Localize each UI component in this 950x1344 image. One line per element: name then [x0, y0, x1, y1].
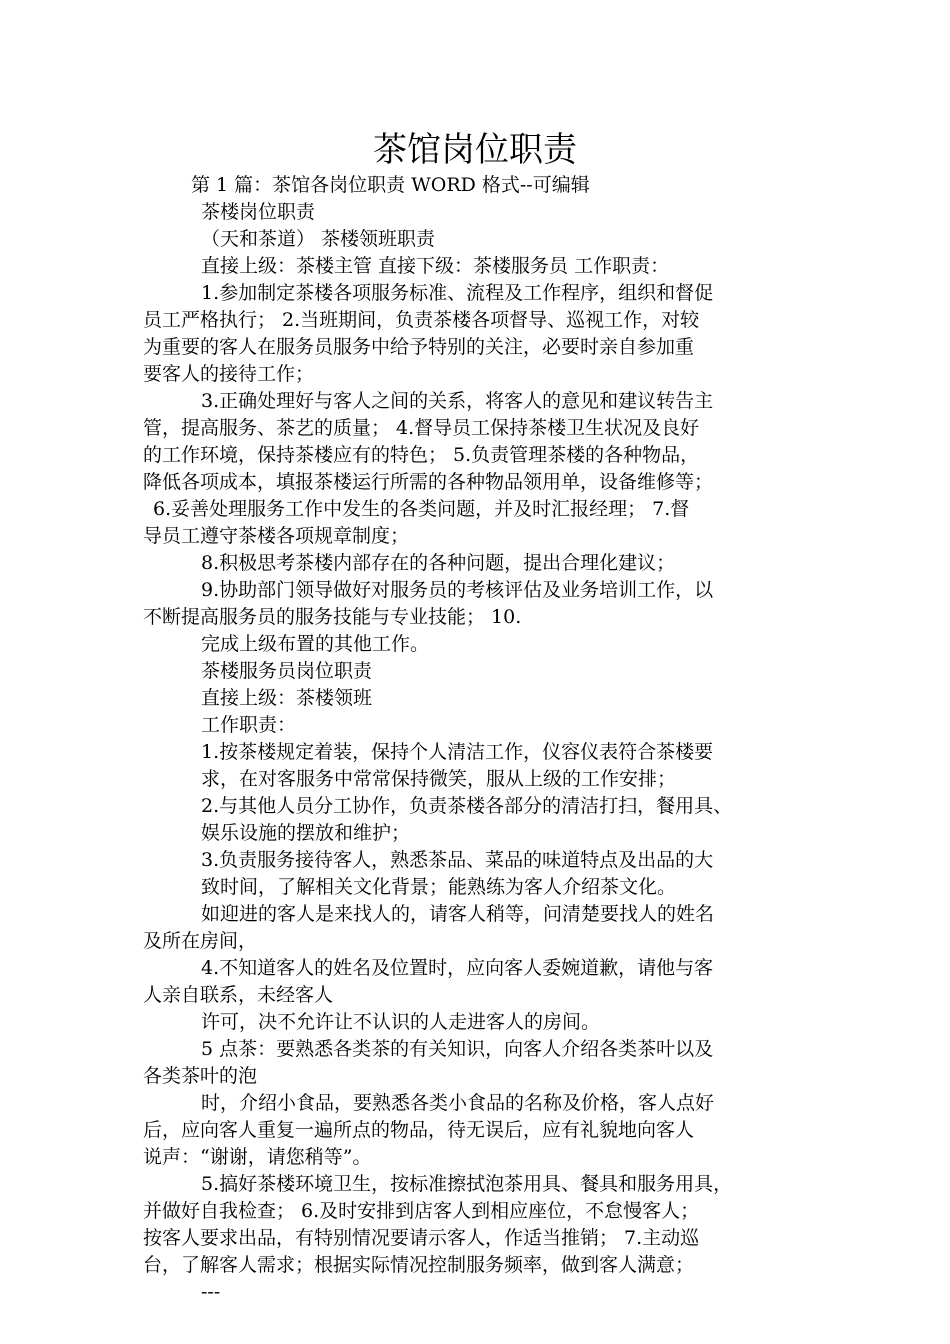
text-line: 为重要的客人在服务员服务中给予特别的关注，必要时亲自参加重: [143, 336, 695, 358]
text-line: 3.负责服务接待客人，熟悉茶品、菜品的味道特点及出品的大: [201, 849, 714, 871]
text-line: 5.搞好茶楼环境卫生，按标准擦拭泡茶用具、餐具和服务用具，: [201, 1173, 733, 1195]
text-line: 求，在对客服务中常常保持微笑，服从上级的工作安排；: [201, 768, 677, 790]
text-line: 致时间，了解相关文化背景；能熟练为客人介绍茶文化。: [201, 876, 677, 898]
text-line: 时，介绍小食品，要熟悉各类小食品的名称及价格，客人点好: [201, 1092, 715, 1114]
text-line: 茶楼岗位职责: [201, 201, 316, 223]
text-line: 9.协助部门领导做好对服务员的考核评估及业务培训工作，以: [201, 579, 714, 601]
text-line: 要客人的接待工作；: [143, 363, 315, 385]
text-line: 许可，决不允许让不认识的人走进客人的房间。: [201, 1011, 601, 1033]
text-line: 直接上级：茶楼领班: [201, 687, 373, 709]
text-line: 说声：“谢谢，请您稍等”。: [143, 1146, 372, 1168]
document-body: [143, 172, 823, 1306]
text-line: 完成上级布置的其他工作。: [201, 633, 430, 655]
text-line: 1.按茶楼规定着装，保持个人清洁工作，仪容仪表符合茶楼要: [201, 741, 714, 763]
text-line: 人亲自联系，未经客人: [143, 984, 334, 1006]
text-line: 的工作环境，保持茶楼应有的特色； 5.负责管理茶楼的各种物品，: [143, 444, 700, 466]
text-line: 后，应向客人重复一遍所点的物品，待无误后，应有礼貌地向客人: [143, 1119, 695, 1141]
text-line: 各类茶叶的泡: [143, 1065, 258, 1087]
text-line: 1.参加制定茶楼各项服务标准、流程及工作程序，组织和督促: [201, 282, 714, 304]
text-line: 6.妥善处理服务工作中发生的各类问题，并及时汇报经理； 7.督: [153, 498, 690, 520]
text-line: 员工严格执行； 2.当班期间，负责茶楼各项督导、巡视工作，对较: [143, 309, 700, 331]
text-line: 5 点茶：要熟悉各类茶的有关知识，向客人介绍各类茶叶以及: [201, 1038, 714, 1060]
text-line: 并做好自我检查； 6.及时安排到店客人到相应座位，不怠慢客人；: [143, 1200, 700, 1222]
document-title: 茶馆岗位职责: [373, 130, 577, 170]
text-line: 8.积极思考茶楼内部存在的各种问题，提出合理化建议；: [201, 552, 676, 574]
text-line: 第 1 篇：茶馆各岗位职责 WORD 格式--可编辑: [191, 174, 590, 196]
text-line: 工作职责：: [201, 714, 297, 736]
text-line: 直接上级：茶楼主管 直接下级：茶楼服务员 工作职责：: [201, 255, 670, 277]
text-line: 3.正确处理好与客人之间的关系，将客人的意见和建议转告主: [201, 390, 714, 412]
text-line: 管，提高服务、茶艺的质量； 4.督导员工保持茶楼卫生状况及良好: [143, 417, 700, 439]
text-line: ---: [201, 1281, 221, 1303]
text-line: 如迎进的客人是来找人的，请客人稍等，问清楚要找人的姓名: [201, 903, 715, 925]
text-line: 茶楼服务员岗位职责: [201, 660, 373, 682]
text-line: 降低各项成本，填报茶楼运行所需的各种物品领用单，设备维修等；: [143, 471, 714, 493]
text-line: 及所在房间，: [143, 930, 258, 952]
text-line: 2.与其他人员分工协作，负责茶楼各部分的清洁打扫，餐用具、: [201, 795, 733, 817]
text-line: 不断提高服务员的服务技能与专业技能； 10.: [143, 606, 522, 628]
text-line: 台，了解客人需求；根据实际情况控制服务频率，做到客人满意；: [143, 1254, 695, 1276]
text-line: 4.不知道客人的姓名及位置时，应向客人委婉道歉，请他与客: [201, 957, 714, 979]
text-line: 导员工遵守茶楼各项规章制度；: [143, 525, 410, 547]
text-line: （天和茶道） 茶楼领班职责: [201, 228, 436, 250]
text-line: 娱乐设施的摆放和维护；: [201, 822, 411, 844]
text-line: 按客人要求出品，有特别情况要请示客人，作适当推销； 7.主动巡: [143, 1227, 700, 1249]
